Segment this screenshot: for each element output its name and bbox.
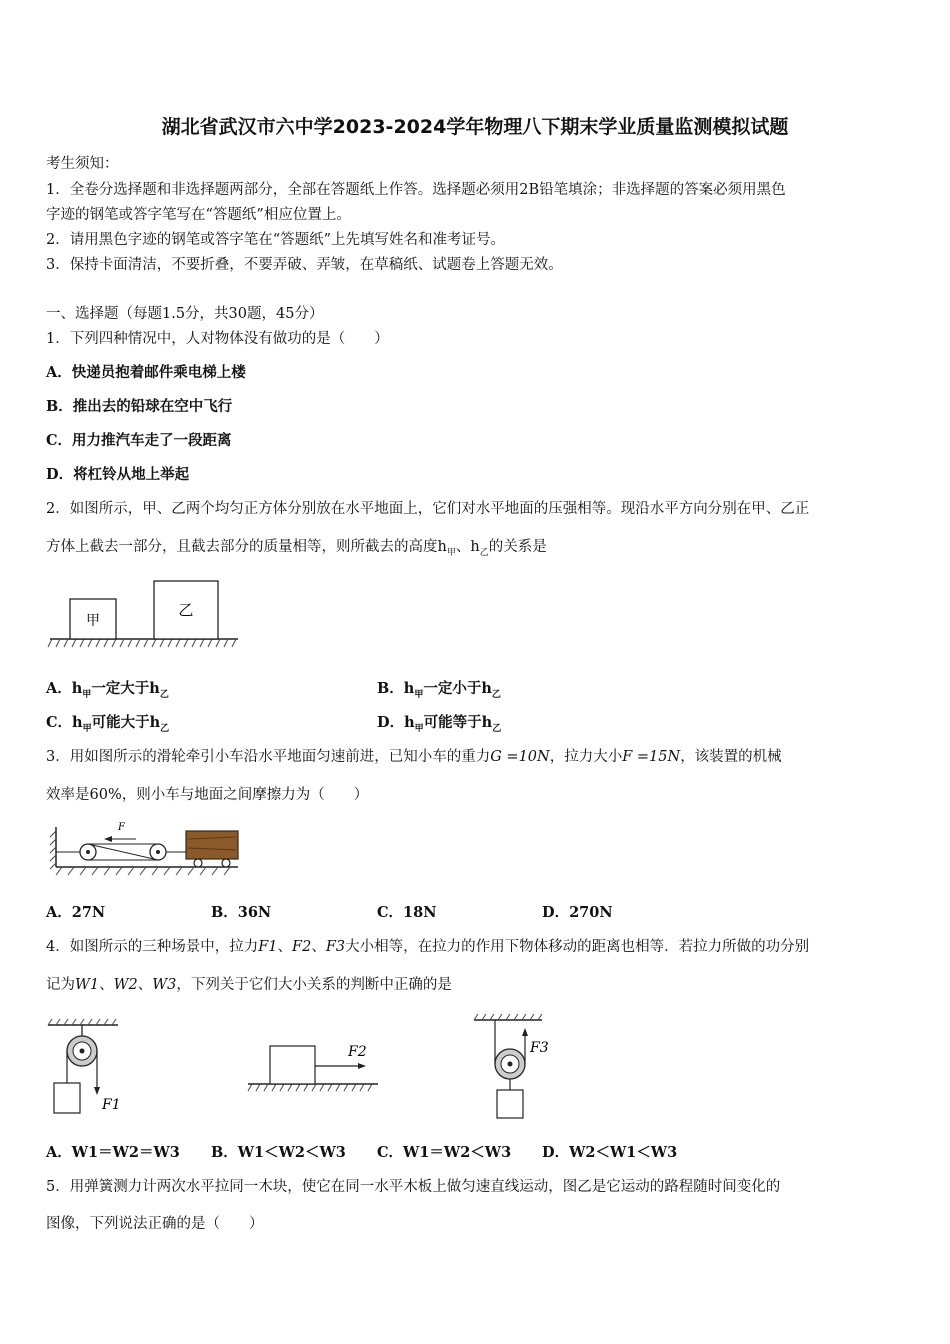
cube-yi-label: 乙	[178, 601, 194, 619]
section-heading: 一、选择题（每题1.5分，共30题，45分）	[46, 306, 324, 322]
force-f2-label: F2	[348, 1044, 367, 1060]
question-2-stem-cont: 方体上截去一部分，且截去部分的质量相等，则所截去的高度$h_甲$、$h_乙$的关系是	[46, 539, 547, 558]
question-2-option-c: C．$h_甲$可能大于$h_乙$	[46, 714, 170, 734]
question-1-option-d: D．将杠铃从地上举起	[46, 466, 190, 483]
question-3-option-c: C．18N	[377, 904, 437, 921]
question-3-option-d: D．270N	[542, 904, 613, 921]
force-f3-label: F3	[530, 1040, 549, 1056]
force-f-label: F	[118, 822, 125, 833]
question-1-option-a: A．快递员抱着邮件乘电梯上楼	[46, 364, 246, 381]
question-4-stem-cont: 记为W1、W2、W3，下列关于它们大小关系的判断中正确的是	[46, 977, 452, 993]
notice-heading: 考生须知：	[46, 156, 119, 172]
figure-cubes	[46, 575, 242, 653]
figure-horizontal-pull	[246, 1040, 386, 1098]
question-4-option-d: D．W2＜W1＜W3	[542, 1144, 678, 1161]
question-3-option-b: B．36N	[211, 904, 272, 921]
question-5-stem: 5．用弹簧测力计两次水平拉同一木块，使它在同一水平木板上做匀速直线运动，图乙是它运动的路程随时间变化的	[46, 1179, 781, 1195]
question-5-stem-cont: 图像，下列说法正确的是（ ）	[46, 1216, 264, 1232]
notice-line: 2．请用黑色字迹的钢笔或答字笔在“答题纸”上先填写姓名和准考证号。	[46, 232, 506, 248]
question-4-option-c: C．W1＝W2＜W3	[377, 1144, 512, 1161]
figure-movable-pulley	[470, 1010, 560, 1122]
cube-jia-label: 甲	[86, 613, 100, 629]
question-2-option-b: B．$h_甲$一定小于$h_乙$	[377, 680, 501, 700]
question-1-option-c: C．用力推汽车走了一段距离	[46, 432, 232, 449]
question-3-stem-cont: 效率是60%，则小车与地面之间摩擦力为（ ）	[46, 787, 369, 803]
question-3-option-a: A．27N	[46, 904, 106, 921]
figure-pulley-cart	[46, 815, 246, 885]
notice-line: 3．保持卡面清洁，不要折叠，不要弄破、弄皱，在草稿纸、试题卷上答题无效。	[46, 257, 563, 273]
question-4-option-b: B．W1＜W2＜W3	[211, 1144, 346, 1161]
question-4-option-a: A．W1＝W2＝W3	[46, 1144, 180, 1161]
notice-line: 1．全卷分选择题和非选择题两部分，全部在答题纸上作答。选择题必须用2B铅笔填涂；非选择题的答案必须用黑色	[46, 182, 786, 198]
question-4-stem: 4．如图所示的三种场景中，拉力F1、F2、F3大小相等，在拉力的作用下物体移动的距离也相等．若拉力所做的功分别	[46, 939, 810, 955]
cart-body	[186, 831, 238, 859]
question-2-option-a: A．$h_甲$一定大于$h_乙$	[46, 680, 169, 700]
question-2-stem: 2．如图所示，甲、乙两个均匀正方体分别放在水平地面上，它们对水平地面的压强相等。现沿水平方向分别在甲、乙正	[46, 501, 810, 517]
figure-fixed-pulley	[46, 1015, 126, 1120]
question-2-option-d: D．$h_甲$可能等于$h_乙$	[377, 714, 502, 734]
question-3-stem: 3．用如图所示的滑轮牵引小车沿水平地面匀速前进，已知小车的重力G =10N，拉力大小F =15N，该装置的机械	[46, 749, 782, 765]
exam-title: 湖北省武汉市六中学2023-2024学年物理八下期末学业质量监测模拟试题	[161, 116, 789, 138]
notice-line: 字迹的钢笔或答字笔写在“答题纸”相应位置上。	[46, 207, 351, 223]
force-f1-label: F1	[102, 1097, 121, 1113]
question-1-option-b: B．推出去的铅球在空中飞行	[46, 398, 233, 415]
question-1-stem: 1．下列四种情况中，人对物体没有做功的是（ ）	[46, 331, 389, 347]
